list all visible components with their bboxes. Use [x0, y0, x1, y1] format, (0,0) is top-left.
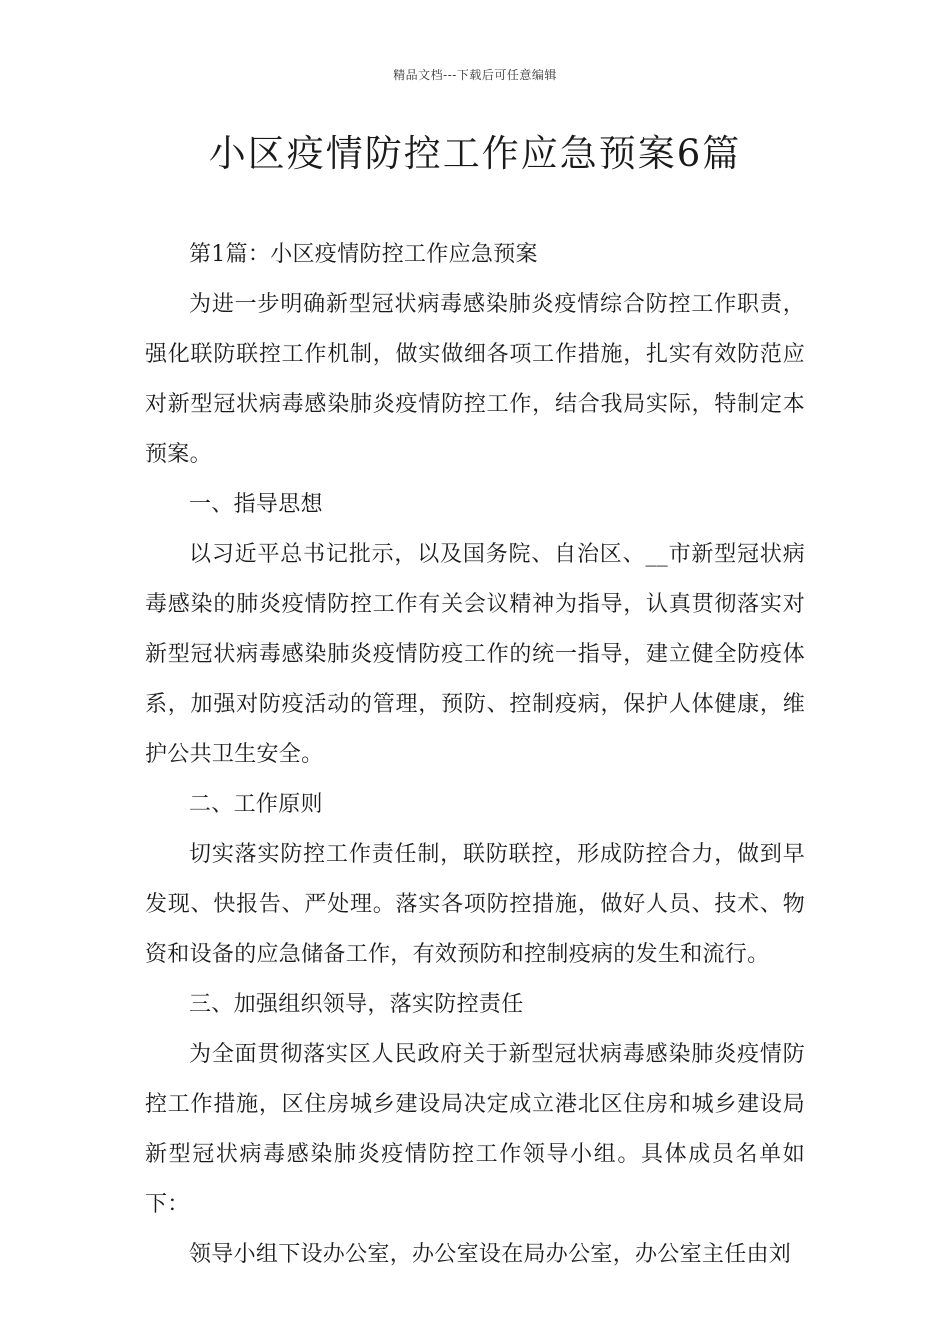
header-note: 精品文档---下载后可任意编辑 — [393, 68, 557, 82]
document-title: 小区疫情防控工作应急预案6篇 — [208, 132, 742, 175]
paragraph-intro: 为进一步明确新型冠状病毒感染肺炎疫情综合防控工作职责，强化联防联控工作机制，做实做细各项工作措施，扎实有效防范应对新型冠状病毒感染肺炎疫情防控工作，结合我局实际，特制定本预案。 — [145, 292, 805, 467]
section-heading-organization: 三、加强组织领导，落实防控责任 — [189, 992, 524, 1017]
section-heading-1: 第1篇：小区疫情防控工作应急预案 — [189, 242, 538, 267]
paragraph-work-principles: 切实落实防控工作责任制，联防联控，形成防控合力，做到早发现、快报告、严处理。落实各项防控措施，做好人员、技术、物资和设备的应急储备工作，有效预防和控制疫病的发生和流行。 — [145, 842, 805, 967]
section-heading-work-principles: 二、工作原则 — [189, 792, 323, 817]
section-heading-guiding-thought: 一、指导思想 — [189, 492, 323, 517]
paragraph-organization: 为全面贯彻落实区人民政府关于新型冠状病毒感染肺炎疫情防控工作措施，区住房城乡建设局决定成立港北区住房和城乡建设局新型冠状病毒感染肺炎疫情防控工作领导小组。具体成员名单如下： — [145, 1042, 805, 1217]
document-body — [145, 230, 805, 1280]
paragraph-guiding-thought: 以习近平总书记批示，以及国务院、自治区、__市新型冠状病毒感染的肺炎疫情防控工作有关会议精神为指导，认真贯彻落实对新型冠状病毒感染肺炎疫情防疫工作的统一指导，建立健全防疫体系，加强对防疫活动的管理，预防、控制疫病，保护人体健康，维护公共卫生安全。 — [145, 542, 805, 767]
paragraph-office: 领导小组下设办公室，办公室设在局办公室，办公室主任由刘 — [189, 1242, 792, 1267]
